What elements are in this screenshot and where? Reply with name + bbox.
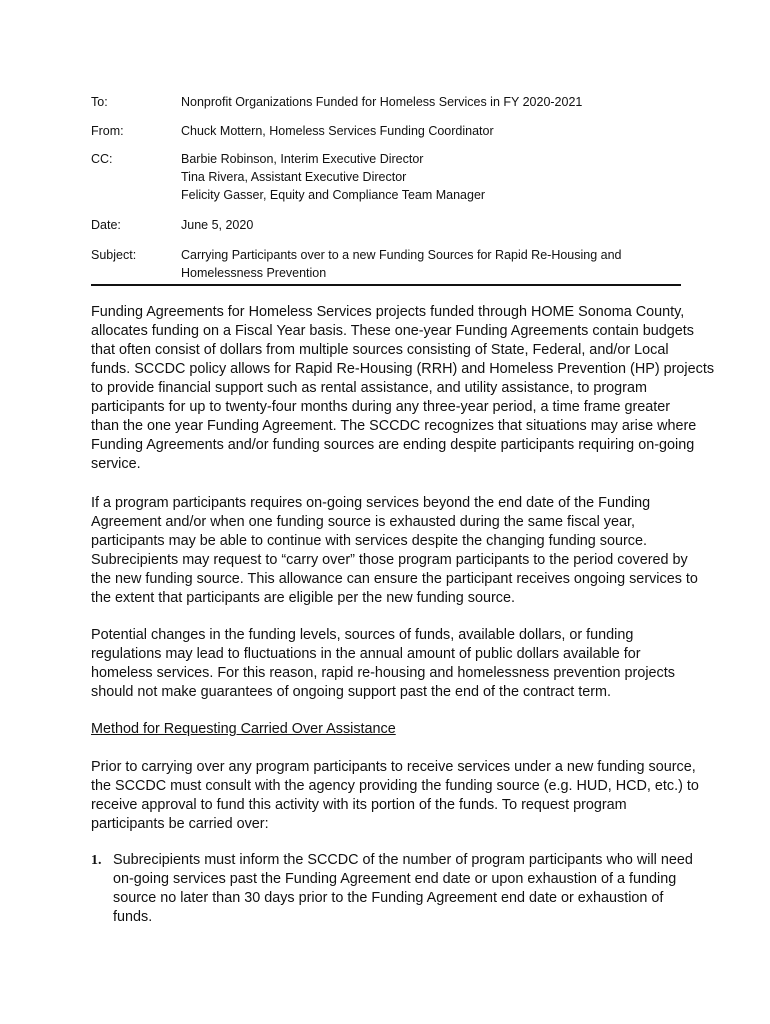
memo-date-value: [181, 216, 681, 234]
paragraph-line: allocates funding on a Fiscal Year basis. These one-year Funding Agreements contain budgets: [91, 323, 694, 339]
paragraph-line: to provide financial support such as rental assistance, and utility assistance, to program: [91, 380, 647, 396]
list-item-text: [113, 851, 693, 927]
memo-from-text: Chuck Mottern, Homeless Services Funding Coordinator: [181, 124, 494, 138]
paragraph-line: participants may be able to continue with services despite the changing funding source.: [91, 533, 647, 549]
list-item-line: funds.: [113, 909, 153, 925]
paragraph-line: receive approval to fund this activity with its portion of the funds. To request program: [91, 797, 627, 813]
paragraph-line: the SCCDC must consult with the agency providing the funding source (e.g. HUD, HCD, etc.) to: [91, 778, 699, 794]
memo-cc-value: [181, 150, 681, 204]
paragraph-line: Subrecipients may request to “carry over” those program participants to the period covered by: [91, 552, 688, 568]
body-paragraph-2: [91, 494, 698, 608]
paragraph-line: homeless services. For this reason, rapid re-housing and homelessness prevention projects: [91, 665, 675, 681]
paragraph-line: Funding Agreements for Homeless Services projects funded through HOME Sonoma County,: [91, 304, 685, 320]
list-item-number: 1.: [91, 853, 102, 868]
memo-from-value: [181, 122, 681, 140]
memo-from-label: From:: [91, 124, 124, 138]
body-paragraph-3: [91, 626, 691, 702]
memo-cc-line: Tina Rivera, Assistant Executive Director: [181, 170, 407, 184]
memo-cc-line: Barbie Robinson, Interim Executive Director: [181, 152, 424, 166]
memo-cc-line: Felicity Gasser, Equity and Compliance Team Manager: [181, 188, 486, 202]
paragraph-line: should not make guarantees of ongoing support past the end of the contract term.: [91, 684, 611, 700]
memo-subject-line: Homelessness Prevention: [181, 266, 327, 280]
paragraph-line: If a program participants requires on-going services beyond the end date of the Funding: [91, 495, 651, 511]
paragraph-line: Prior to carrying over any program participants to receive services under a new funding source,: [91, 759, 696, 775]
paragraph-line: service.: [91, 456, 141, 472]
memo-to-value: [181, 93, 681, 111]
memo-subject-value: [181, 246, 681, 282]
method-paragraph: [91, 758, 699, 834]
paragraph-line: the extent that participants are eligible per the new funding source.: [91, 590, 515, 606]
paragraph-line: the new funding source. This allowance can ensure the participant receives ongoing services to: [91, 571, 698, 587]
memo-to-label: To:: [91, 95, 108, 109]
paragraph-line: regulations may lead to fluctuations in the annual amount of public dollars available for: [91, 646, 641, 662]
memo-cc-label: CC:: [91, 152, 113, 166]
paragraph-line: participants for up to twenty-four months during any three-year period, a time frame greater: [91, 399, 671, 415]
paragraph-line: funds. SCCDC policy allows for Rapid Re-Housing (RRH) and Homeless Prevention (HP) projects: [91, 361, 715, 377]
paragraph-line: that often consist of dollars from multiple sources consisting of State, Federal, and/or Local: [91, 342, 669, 358]
memo-subject-label: Subject:: [91, 248, 137, 262]
section-heading-text: Method for Requesting Carried Over Assistance: [91, 721, 396, 737]
body-paragraph-1: [91, 303, 715, 474]
list-item-line: on-going services past the Funding Agreement end date or upon exhaustion of a funding: [113, 871, 677, 887]
paragraph-line: Funding Agreements and/or funding sources are ending despite participants requiring on-going: [91, 437, 695, 453]
paragraph-line: participants be carried over:: [91, 816, 269, 832]
header-divider: [91, 284, 681, 286]
paragraph-line: Potential changes in the funding levels, sources of funds, available dollars, or funding: [91, 627, 634, 643]
list-item-line: source no later than 30 days prior to the Funding Agreement end date or exhaustion of: [113, 890, 664, 906]
memo-subject-line: Carrying Participants over to a new Funding Sources for Rapid Re-Housing and: [181, 248, 622, 262]
memo-date-text: June 5, 2020: [181, 218, 254, 232]
memo-date-label: Date:: [91, 218, 121, 232]
paragraph-line: Agreement and/or when one funding source is exhausted during the same fiscal year,: [91, 514, 635, 530]
section-heading: [91, 720, 691, 739]
memo-to-text: Nonprofit Organizations Funded for Homeless Services in FY 2020-2021: [181, 95, 583, 109]
list-item-line: Subrecipients must inform the SCCDC of the number of program participants who will need: [113, 852, 693, 868]
paragraph-line: than the one year Funding Agreement. The SCCDC recognizes that situations may arise where: [91, 418, 697, 434]
